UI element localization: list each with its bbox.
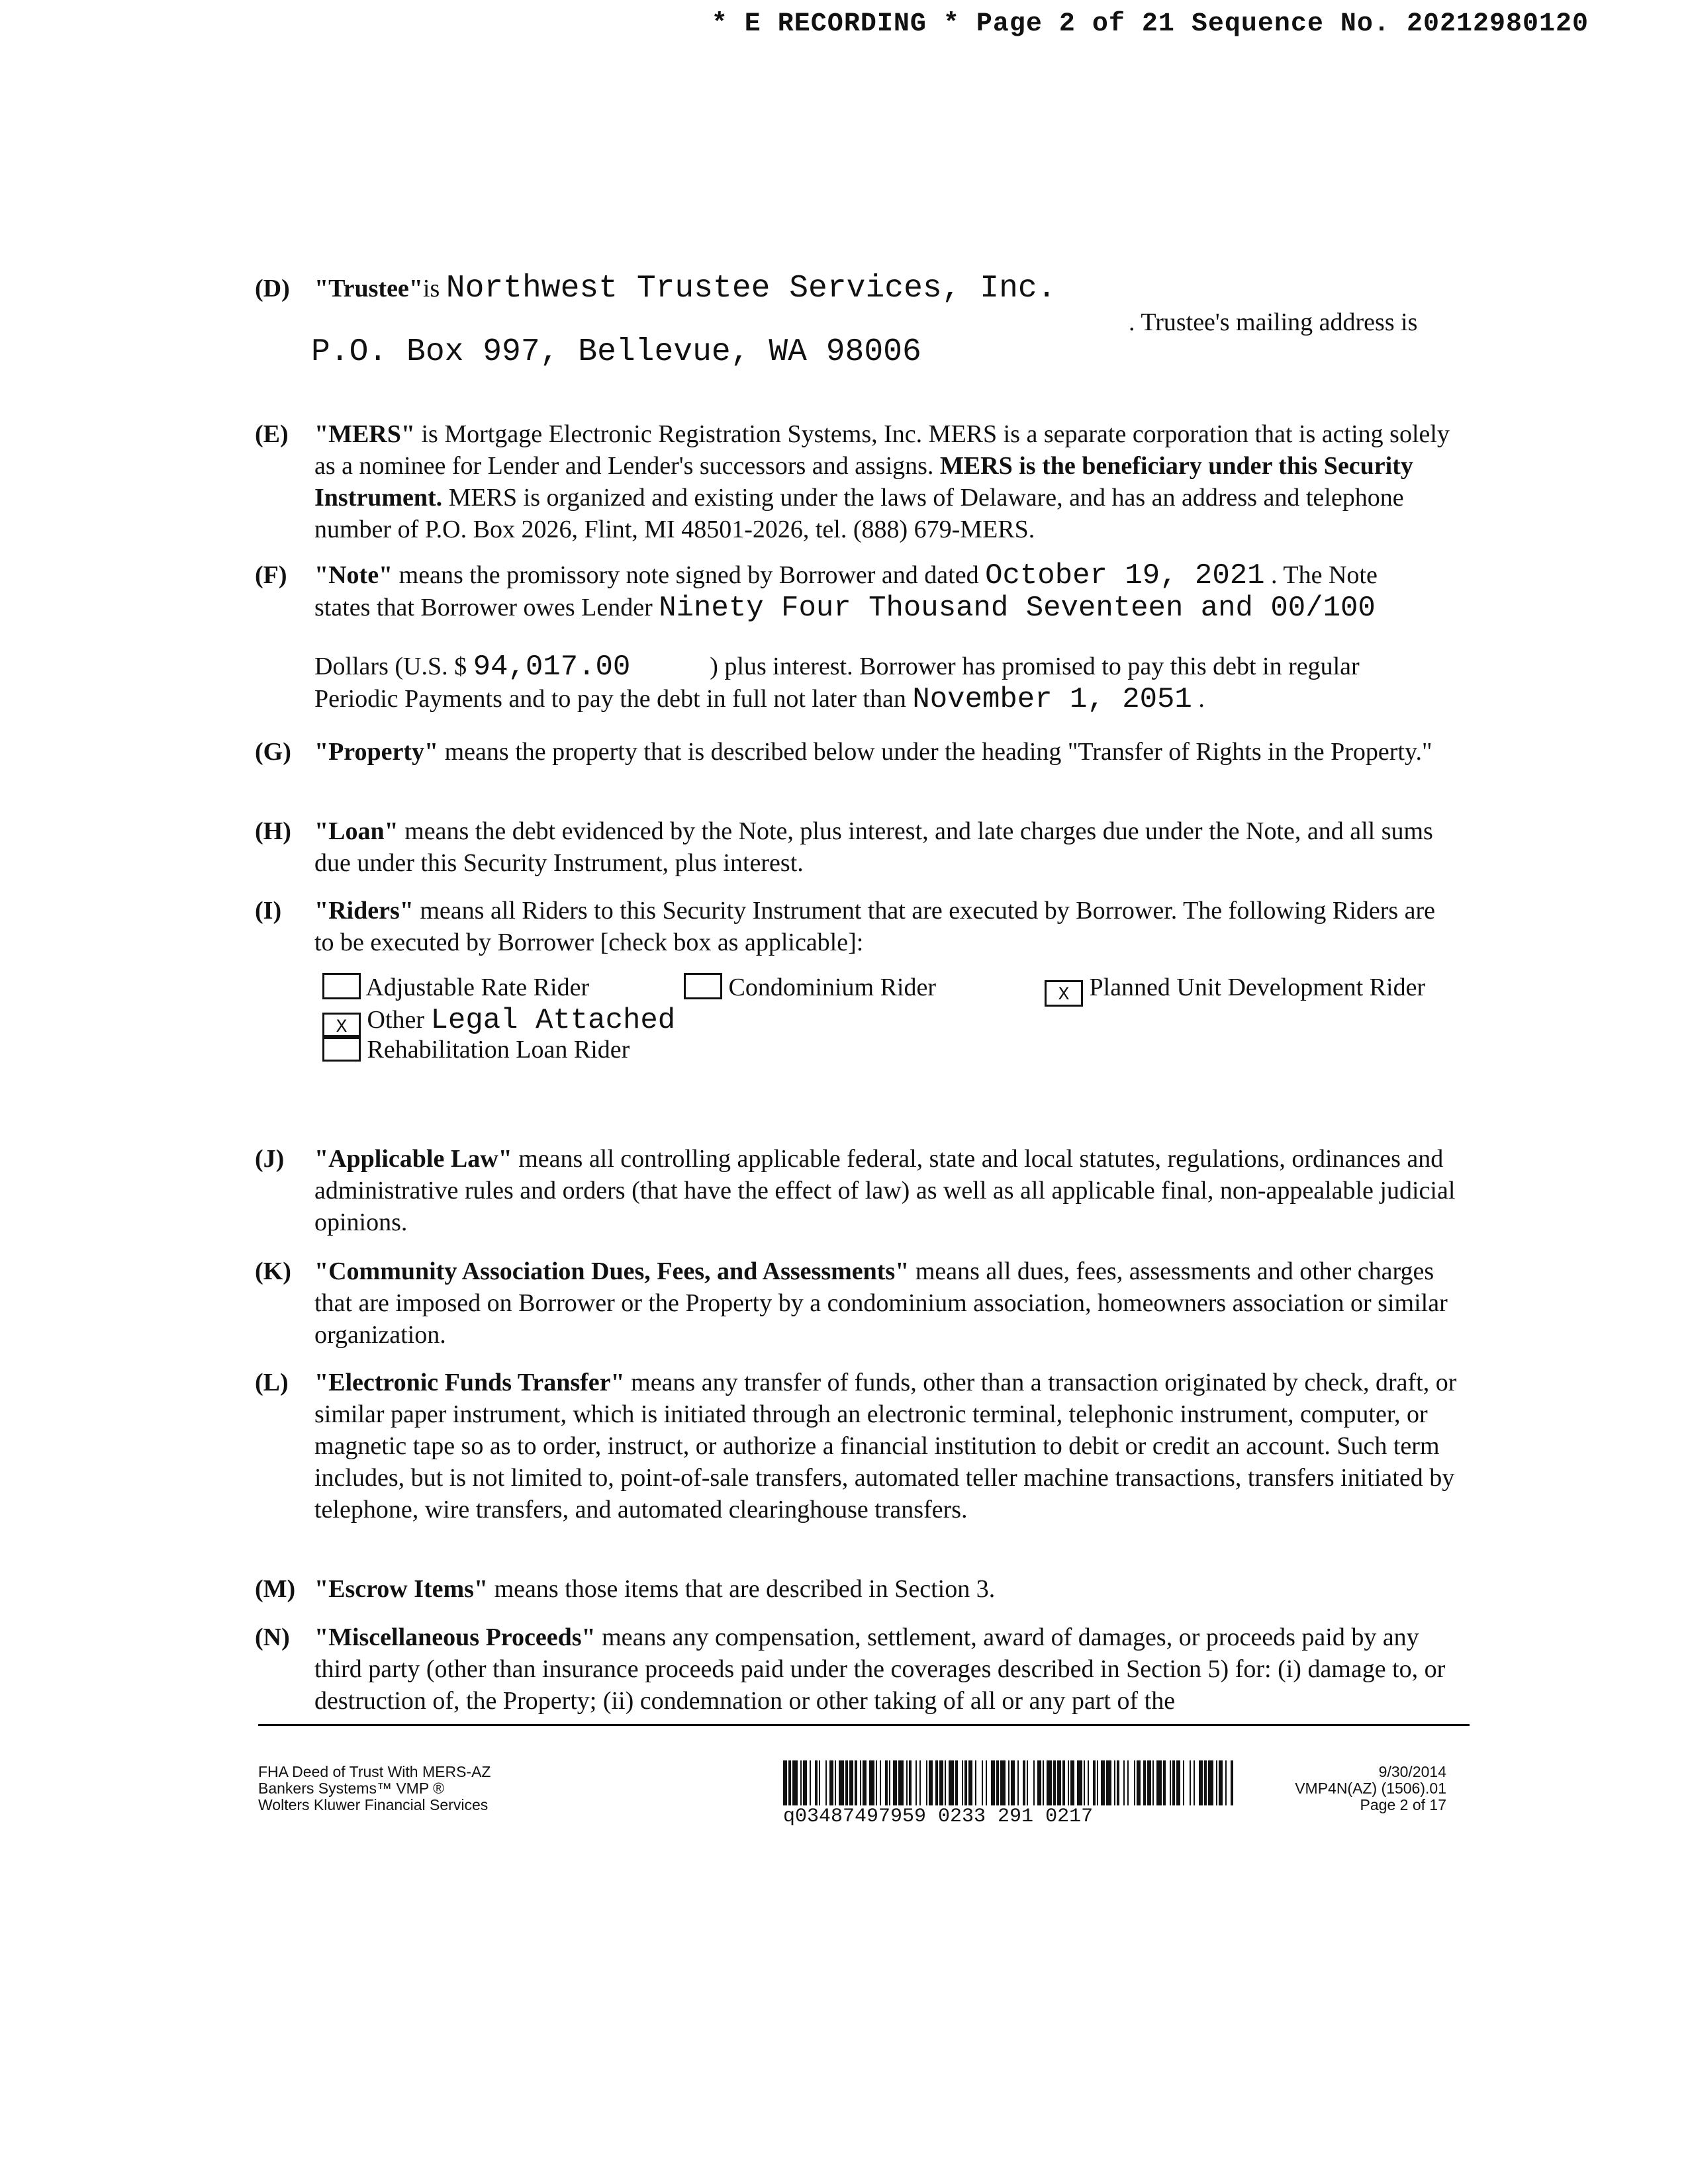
barcode-image xyxy=(783,1760,1233,1805)
section-l xyxy=(255,1367,1460,1525)
section-i xyxy=(255,895,1460,958)
term-note: "Note" xyxy=(314,561,393,589)
trustee-address: P.O. Box 997, Bellevue, WA 98006 xyxy=(311,334,921,370)
form-title: FHA Deed of Trust With MERS-AZ xyxy=(258,1763,491,1780)
rider-label: Other xyxy=(367,1006,425,1034)
rider-condominium[interactable] xyxy=(684,973,936,1002)
section-label: (F) xyxy=(255,561,287,589)
section-label: (I) xyxy=(255,897,282,925)
mers-address-text: MERS is organized and existing under the laws of Delaware, and has an address and telephone number of P.O. Box 2026, Flint, MI 48501-2026, tel. (888) 679-MERS. xyxy=(314,484,1404,543)
term-electronic-funds-transfer: "Electronic Funds Transfer" xyxy=(314,1369,625,1396)
section-label: (L) xyxy=(255,1369,289,1396)
electronic-funds-transfer-text: means any transfer of funds, other than a transaction originated by check, draft, or similar paper instrument, which is initiated through an electronic terminal, telephonic instrument, computer, or magnetic tape so as to order, instruct, or authorize a financial institution to debit or credit an account. Such term includes, but is not limited to, point-of-sale transfers, automated teller machine transactions, transfers initiated by telephone, wire transfers, and automated clearinghouse transfers. xyxy=(314,1369,1457,1524)
section-label: (J) xyxy=(255,1145,285,1173)
section-label: (H) xyxy=(255,817,291,845)
term-mers: "MERS" xyxy=(314,420,415,448)
term-property: "Property" xyxy=(314,738,439,766)
form-code: VMP4N(AZ) (1506).01 xyxy=(1295,1780,1446,1797)
section-n xyxy=(255,1621,1460,1717)
section-label: (E) xyxy=(255,420,289,448)
trustee-name: Northwest Trustee Services, Inc. xyxy=(445,271,1056,306)
rider-label: Planned Unit Development Rider xyxy=(1089,974,1426,1001)
property-text: means the property that is described below under the heading "Transfer of Rights in the Property." xyxy=(438,738,1432,766)
section-f xyxy=(255,559,1460,715)
footer-divider xyxy=(258,1724,1470,1726)
loan-amount: 94,017.00 xyxy=(473,651,631,684)
section-h xyxy=(255,815,1460,879)
footer-form-code xyxy=(1295,1764,1446,1813)
term-trustee: "Trustee" xyxy=(314,275,423,302)
checkbox[interactable] xyxy=(322,973,361,999)
owes-text: states that Borrower owes Lender xyxy=(314,594,659,621)
rider-label: Condominium Rider xyxy=(728,974,936,1001)
rider-label: Rehabilitation Loan Rider xyxy=(367,1036,630,1064)
term-escrow-items: "Escrow Items" xyxy=(314,1575,489,1603)
term-community-association: "Community Association Dues, Fees, and Assessments" xyxy=(314,1257,910,1285)
trustee-mailing-text: . Trustee's mailing address is xyxy=(1129,308,1418,336)
section-j xyxy=(255,1143,1460,1238)
rider-rehabilitation-loan[interactable] xyxy=(322,1035,630,1064)
rider-adjustable-rate[interactable] xyxy=(322,973,589,1002)
term-riders: "Riders" xyxy=(314,897,414,925)
checkbox[interactable] xyxy=(684,973,722,999)
section-label: (D) xyxy=(255,275,290,302)
checkbox[interactable] xyxy=(322,1035,361,1062)
section-g xyxy=(255,736,1460,768)
applicable-law-text: means all controlling applicable federal, state and local statutes, regulations, ordinances and administrative rules and orders (that have the effect of law) as well as all applicable final, non-appealable judicial opinions. xyxy=(314,1145,1456,1236)
community-association-text: means all dues, fees, assessments and other charges that are imposed on Borrower or the Property by a condominium association, homeowners association or similar organization. xyxy=(314,1257,1448,1349)
maturity-date: November 1, 2051 xyxy=(912,683,1192,716)
rider-planned-unit-development[interactable] xyxy=(1045,973,1425,1007)
other-rider-value: Legal Attached xyxy=(430,1004,676,1037)
escrow-items-text: means those items that are described in Section 3. xyxy=(488,1575,996,1603)
footer-form-info xyxy=(258,1764,491,1813)
miscellaneous-proceeds-text: means any compensation, settlement, award of damages, or proceeds paid by any third party (other than insurance proceeds paid under the coverages described in Section 5) for: (i) damage to, or destruction of, the Property; (ii) condemnation or other taking of all or any part of the xyxy=(314,1623,1446,1715)
is-text: is xyxy=(422,275,440,302)
checkbox[interactable]: X xyxy=(322,1013,361,1039)
dollars-text: Dollars (U.S. $ xyxy=(314,653,473,680)
period-text: . xyxy=(1192,685,1205,713)
note-date: October 19, 2021 xyxy=(985,559,1265,592)
section-m xyxy=(255,1573,1460,1605)
amount-words: Ninety Four Thousand Seventeen and 00/100 xyxy=(659,592,1376,625)
section-label: (N) xyxy=(255,1623,290,1651)
checkbox[interactable]: X xyxy=(1045,980,1083,1007)
mers-beneficiary-text: MERS is the beneficiary under this Security Instrument. xyxy=(314,452,1413,512)
section-label: (M) xyxy=(255,1575,296,1603)
form-date: 9/30/2014 xyxy=(1378,1763,1446,1780)
recording-header: * E RECORDING * Page 2 of 21 Sequence No. 20212980120 xyxy=(711,9,1589,39)
note-text-2: . The Note xyxy=(1264,561,1378,589)
term-applicable-law: "Applicable Law" xyxy=(314,1145,512,1173)
term-miscellaneous-proceeds: "Miscellaneous Proceeds" xyxy=(314,1623,596,1651)
rider-label: Adjustable Rate Rider xyxy=(365,974,590,1001)
riders-text: means all Riders to this Security Instrument that are executed by Borrower. The following Riders are to be executed by Borrower [check box as applicable]: xyxy=(314,897,1436,956)
section-k xyxy=(255,1255,1460,1351)
loan-text: means the debt evidenced by the Note, plus interest, and late charges due under the Note, and all sums due under this Security Instrument, plus interest. xyxy=(314,817,1433,877)
section-e xyxy=(255,418,1460,545)
form-vendor: Bankers Systems™ VMP ® xyxy=(258,1780,445,1797)
barcode-number: q03487497959 0233 291 0217 xyxy=(783,1805,1094,1828)
interest-text: ) plus interest. Borrower has promised to pay this debt in regular xyxy=(710,653,1360,680)
payments-text: Periodic Payments and to pay the debt in full not later than xyxy=(314,685,913,713)
section-label: (G) xyxy=(255,738,291,766)
note-text: means the promissory note signed by Borrower and dated xyxy=(393,561,986,589)
term-loan: "Loan" xyxy=(314,817,399,845)
form-page-number: Page 2 of 17 xyxy=(1360,1796,1446,1813)
mers-text: is Mortgage Electronic Registration Systems, Inc. MERS is a separate corporation that is acting solely as a nominee for Lender and Lender's successors and assigns. xyxy=(314,420,1450,480)
section-d xyxy=(255,273,1460,304)
section-label: (K) xyxy=(255,1257,291,1285)
rider-other[interactable] xyxy=(322,1004,675,1039)
form-publisher: Wolters Kluwer Financial Services xyxy=(258,1796,489,1813)
